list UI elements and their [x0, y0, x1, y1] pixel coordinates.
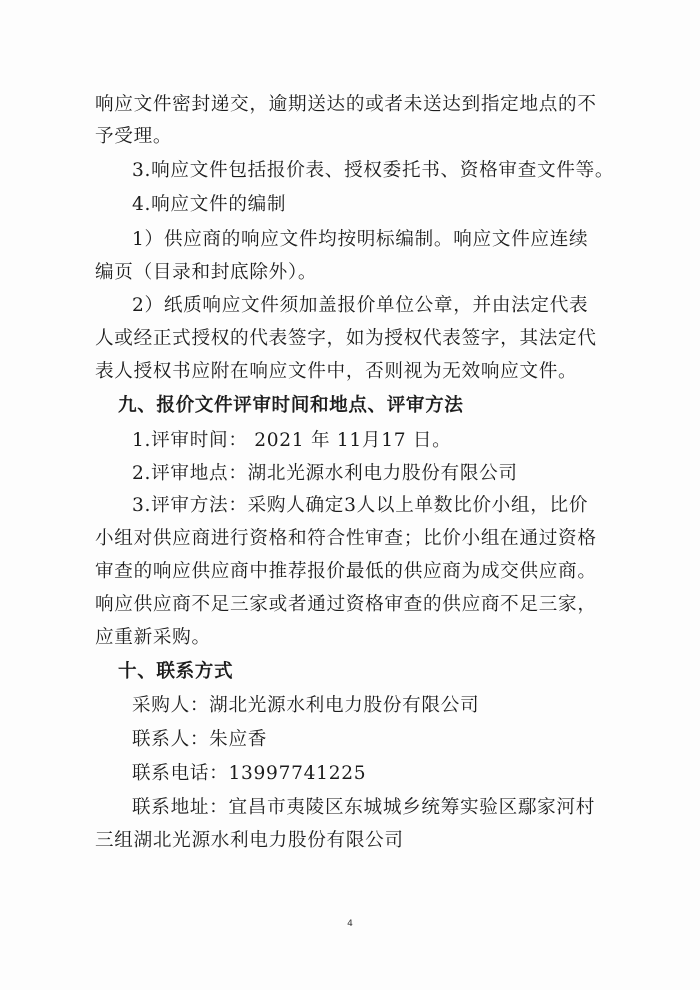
text-line: 1）供应商的响应文件均按明标编制。响应文件应连续 — [132, 229, 589, 250]
text-line: 1.评审时间： 2021 年 11月17 日。 — [132, 430, 452, 451]
section-heading: 九、报价文件评审时间和地点、评审方法 — [118, 395, 464, 416]
text-line: 3.响应文件包括报价表、授权委托书、资格审查文件等。 — [132, 160, 615, 181]
contact-phone: 联系电话：13997741225 — [132, 763, 367, 784]
text-line: 编页（目录和封底除外）。 — [95, 262, 318, 283]
contact-address: 联系地址：宜昌市夷陵区东城城乡统筹实验区鄢家河村 — [132, 797, 596, 818]
text-line: 响应供应商不足三家或者通过资格审查的供应商不足三家， — [95, 594, 597, 615]
text-line: 3.评审方法：采购人确定3人以上单数比价小组，比价 — [132, 495, 589, 516]
text-line: 2.评审地点：湖北光源水利电力股份有限公司 — [132, 463, 518, 484]
text-line: 小组对供应商进行资格和符合性审查；比价小组在通过资格 — [95, 528, 597, 549]
contact-address: 三组湖北光源水利电力股份有限公司 — [95, 830, 404, 851]
text-line: 审查的响应供应商中推荐报价最低的供应商为成交供应商。 — [95, 561, 597, 582]
text-line: 予受理。 — [95, 126, 173, 147]
text-line: 响应文件密封递交，逾期送达的或者未送达到指定地点的不 — [95, 94, 597, 115]
section-heading: 十、联系方式 — [118, 661, 234, 682]
page-number: 4 — [347, 919, 353, 929]
text-line: 人或经正式授权的代表签字，如为授权代表签字，其法定代 — [95, 328, 597, 349]
text-line: 表人授权书应附在响应文件中，否则视为无效响应文件。 — [95, 361, 578, 382]
text-line: 应重新采购。 — [95, 627, 211, 648]
text-line: 4.响应文件的编制 — [132, 194, 287, 215]
text-line: 2）纸质响应文件须加盖报价单位公章，并由法定代表 — [132, 295, 589, 316]
contact-buyer: 采购人：湖北光源水利电力股份有限公司 — [132, 695, 480, 716]
contact-person: 联系人：朱应香 — [132, 729, 268, 750]
